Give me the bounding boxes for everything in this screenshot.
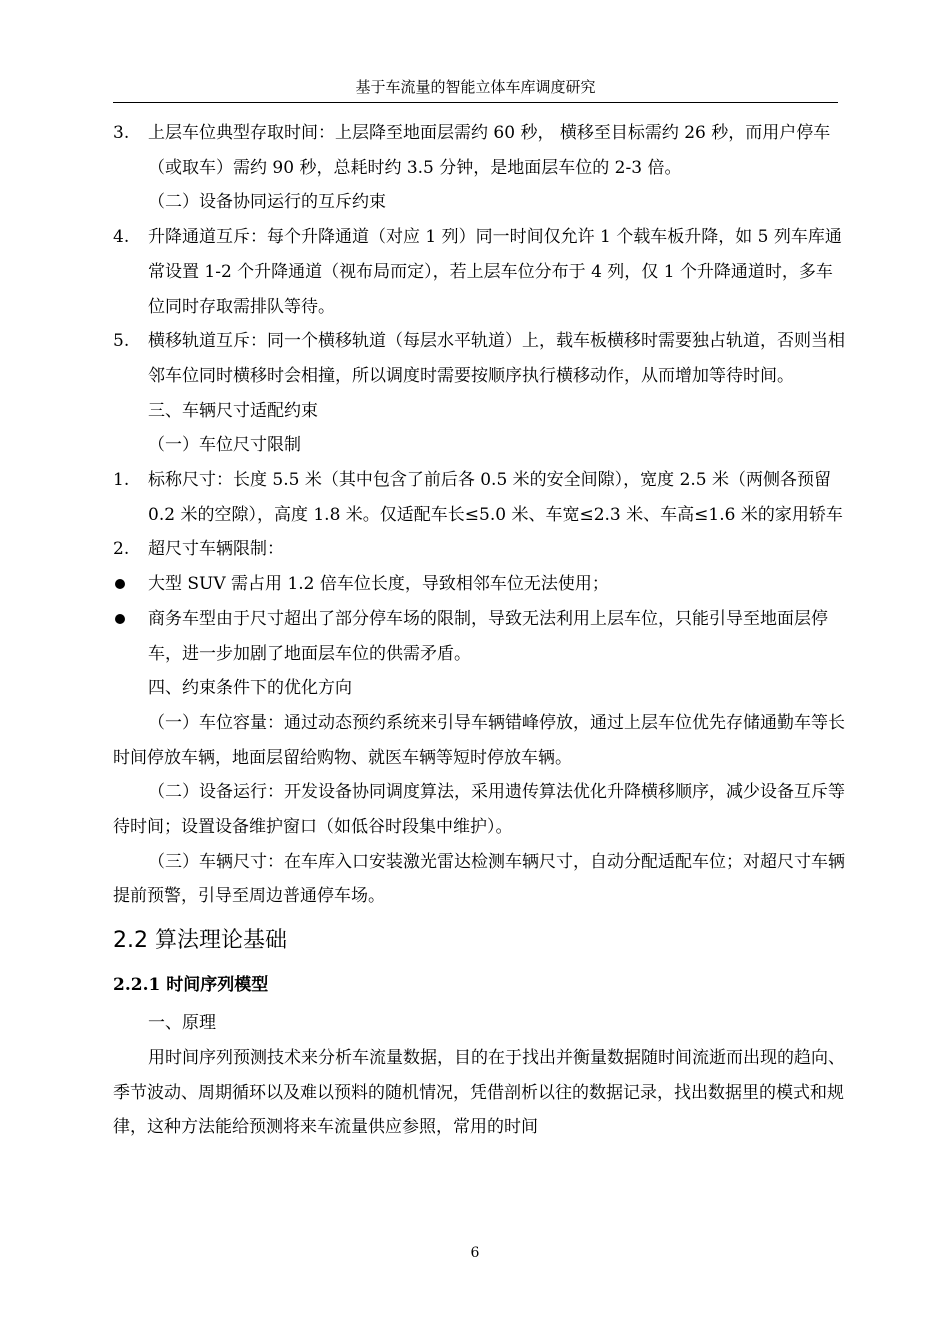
principle-heading: 一、原理 (148, 1013, 216, 1034)
bullet-item (113, 602, 845, 671)
principle-paragraph: 用时间序列预测技术来分析车流量数据，目的在于找出并衡量数据随时间流逝而出现的趋向、季节波动、周期循环以及难以预料的随机情况，凭借剖析以往的数据记录，找出数据里的模式和规律，这种方法能给预测将来车流量供应参照，常用的时间 (113, 1047, 845, 1138)
item-number: 5. (113, 331, 130, 352)
page-body (113, 116, 845, 1145)
heading-optimization: 四、约束条件下的优化方向 (148, 678, 352, 699)
bullet-text: 商务车型由于尺寸超出了部分停车场的限制，导致无法利用上层车位，只能引导至地面层停车，进一步加剧了地面层车位的供需矛盾。 (148, 608, 828, 664)
item-text: 横移轨道互斥：同一个横移轨道（每层水平轨道）上，载车板横移时需要独占轨道，否则当相邻车位同时横移时会相撞，所以调度时需要按顺序执行横移动作，从而增加等待时间。 (148, 331, 845, 386)
optimization-paragraph-3: （三）车辆尺寸：在车库入口安装激光雷达检测车辆尺寸，自动分配适配车位；对超尺寸车辆提前预警，引导至周边普通停车场。 (113, 851, 845, 907)
optimization-paragraph-2: （二）设备运行：开发设备协同调度算法，采用遗传算法优化升降横移顺序，减少设备互斥等待时间；设置设备维护窗口（如低谷时段集中维护）。 (113, 782, 845, 838)
bullet-text: 大型 SUV 需占用 1.2 倍车位长度，导致相邻车位无法使用； (148, 574, 609, 595)
bullet-item (113, 567, 845, 602)
item-number: 2. (113, 539, 130, 560)
item-text: 上层车位典型存取时间：上层降至地面层需约 60 秒， 横移至目标需约 26 秒，而用户停车（或取车）需约 90 秒，总耗时约 3.5 分钟，是地面层车位的 2-3 倍。 (148, 123, 831, 178)
subsection-heading: 2.2.1 时间序列模型 (113, 975, 269, 996)
subheading-interlock: （二）设备协同运行的互斥约束 (148, 192, 386, 213)
subheading-size-limit: （一）车位尺寸限制 (148, 435, 301, 456)
section-heading: 2.2 算法理论基础 (113, 928, 287, 954)
running-header: 基于车流量的智能立体车库调度研究 (355, 78, 596, 96)
heading-vehicle-size: 三、车辆尺寸适配约束 (148, 400, 318, 421)
item-text: 超尺寸车辆限制： (148, 539, 284, 560)
header-divider (113, 102, 838, 103)
bullet-icon (115, 614, 125, 624)
bullet-icon (115, 579, 125, 589)
numbered-item-4 (113, 220, 845, 324)
item-number: 1. (113, 470, 130, 491)
page-number: 6 (470, 1245, 480, 1261)
numbered-item-3 (113, 116, 845, 185)
numbered-item-5 (113, 324, 845, 393)
optimization-paragraph-1: （一）车位容量：通过动态预约系统来引导车辆错峰停放，通过上层车位优先存储通勤车等长时间停放车辆，地面层留给购物、就医车辆等短时停放车辆。 (113, 712, 845, 768)
item-text: 升降通道互斥：每个升降通道（对应 1 列）同一时间仅允许 1 个载车板升降，如 5 列车库通常设置 1-2 个升降通道（视布局而定），若上层车位分布于 4 列，仅 1 个升降通道时，多车位同时存取需排队等待。 (148, 227, 842, 317)
item-number: 4. (113, 227, 130, 248)
numbered-item-1 (113, 463, 845, 532)
item-text: 标称尺寸：长度 5.5 米（其中包含了前后各 0.5 米的安全间隙），宽度 2.5 米（两侧各预留 0.2 米的空隙），高度 1.8 米。仅适配车长≤5.0 米、车宽≤2.3 米、车高≤1.6 米的家用轿车 (148, 470, 843, 525)
numbered-item-2 (113, 532, 845, 567)
item-number: 3. (113, 123, 130, 143)
